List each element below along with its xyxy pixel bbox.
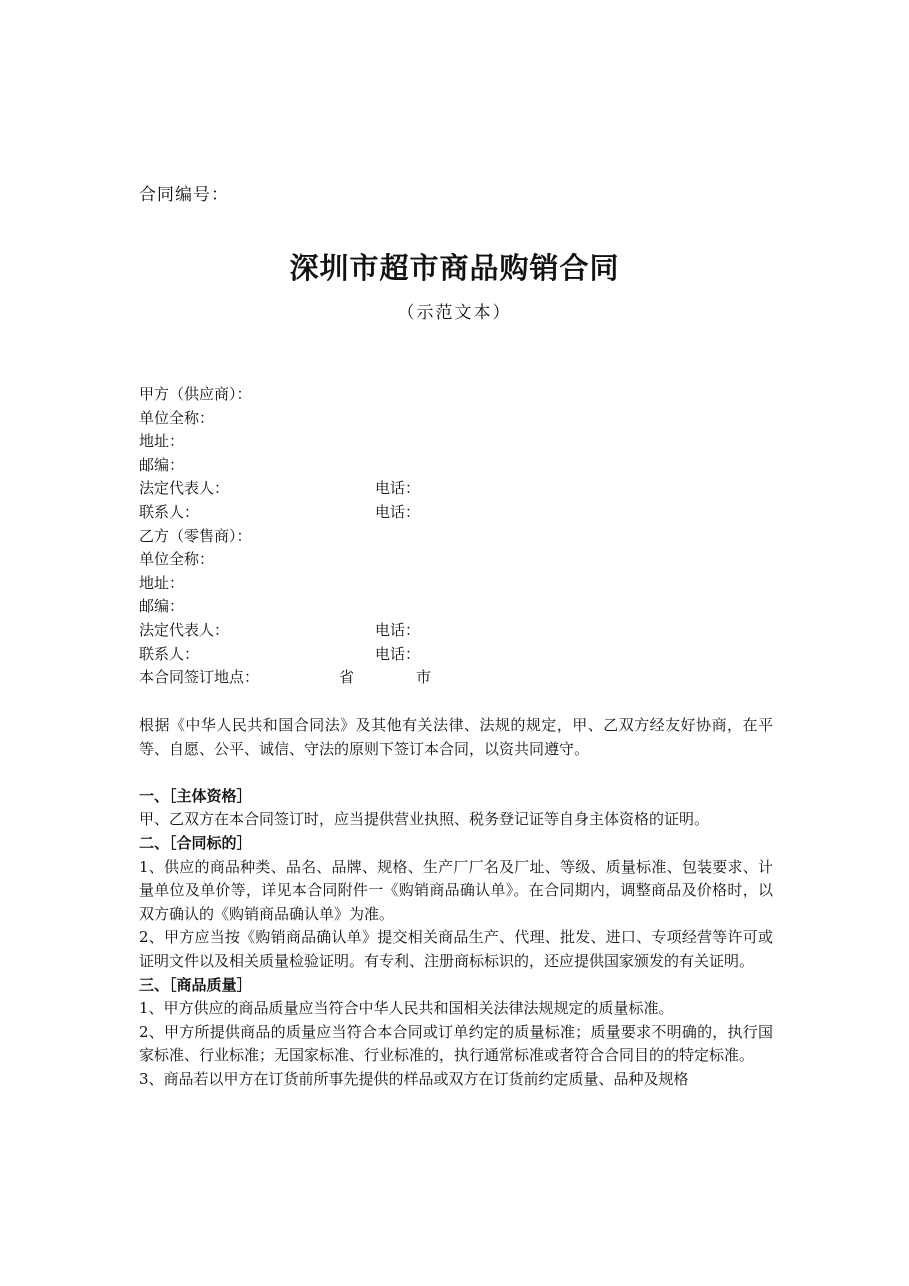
party-a-legal-rep-phone-label: 电话： [375,479,421,498]
signing-place-label: 本合同签订地点： [139,668,260,687]
party-b-contact-row [139,643,779,667]
party-a-name-label: 单位全称： [139,408,215,427]
preamble-paragraph: 根据《中华人民共和国合同法》及其他有关法律、法规的规定，甲、乙双方经友好协商，在平等、自愿、公平、诚信、守法的原则下签订本合同，以资共同遵守。 [139,716,773,758]
party-b-address-label: 地址： [139,573,185,592]
party-a-legal-rep-row [139,477,779,501]
party-b-name-label: 单位全称： [139,550,215,569]
party-a-contact-phone-label: 电话： [375,502,421,521]
party-a-header: 甲方（供应商）： [139,385,252,403]
section-heading: 三、［商品质量］ [139,975,252,994]
section-paragraph: 1、甲方供应的商品质量应当符合中华人民共和国相关法律法规规定的质量标准。 [139,999,674,1018]
section-heading: 二、［合同标的］ [139,833,252,852]
section-heading: 一、［主体资格］ [139,786,252,805]
section-paragraph: 3、商品若以甲方在订货前所事先提供的样品或双方在订货前约定质量、品种及规格 [139,1069,689,1088]
signing-place-province: 省 [339,668,355,687]
contract-number-label: 合同编号： [139,185,229,205]
party-b-contact-phone-label: 电话： [375,644,421,663]
document-title: 深圳市超市商品购销合同 [289,251,620,285]
party-b-legal-rep-label: 法定代表人： [139,620,230,639]
contract-body [139,714,773,1092]
section-paragraph: 2、甲方应当按《购销商品确认单》提交相关商品生产、代理、批发、进口、专项经营等许可或证明文件以及相关质量检验证明。有专利、注册商标标识的，还应提供国家颁发的有关证明。 [139,928,773,970]
signing-place-row [139,666,779,690]
document-subtitle: （示范文本） [397,303,512,323]
signing-place-city: 市 [416,668,432,687]
party-a-contact-row [139,501,779,525]
party-a-address-label: 地址： [139,432,185,451]
party-b-postcode-label: 邮编： [139,597,185,616]
section-paragraph: 2、甲方所提供商品的质量应当符合本合同或订单约定的质量标准；质量要求不明确的，执行国家标准、行业标准；无国家标准、行业标准的，执行通常标准或者符合合同目的的特定标准。 [139,1022,773,1065]
party-b-legal-rep-phone-label: 电话： [375,620,421,639]
party-a-legal-rep-label: 法定代表人： [139,479,230,498]
party-a-contact-label: 联系人： [139,502,200,521]
party-b-header: 乙方（零售商）： [139,526,252,545]
party-b-contact-label: 联系人： [139,644,200,663]
section-paragraph: 甲、乙双方在本合同签订时，应当提供营业执照、税务登记证等自身主体资格的证明。 [139,810,710,829]
section-paragraph: 1、供应的商品种类、品名、品牌、规格、生产厂厂名及厂址、等级、质量标准、包装要求、计量单位及单价等，详见本合同附件一《购销商品确认单》。在合同期内，调整商品及价格时，以双方确认的《购销商品确认单》为准。 [139,857,773,923]
parties-block [139,383,779,690]
party-a-postcode-label: 邮编： [139,455,185,474]
party-b-legal-rep-row [139,619,779,643]
